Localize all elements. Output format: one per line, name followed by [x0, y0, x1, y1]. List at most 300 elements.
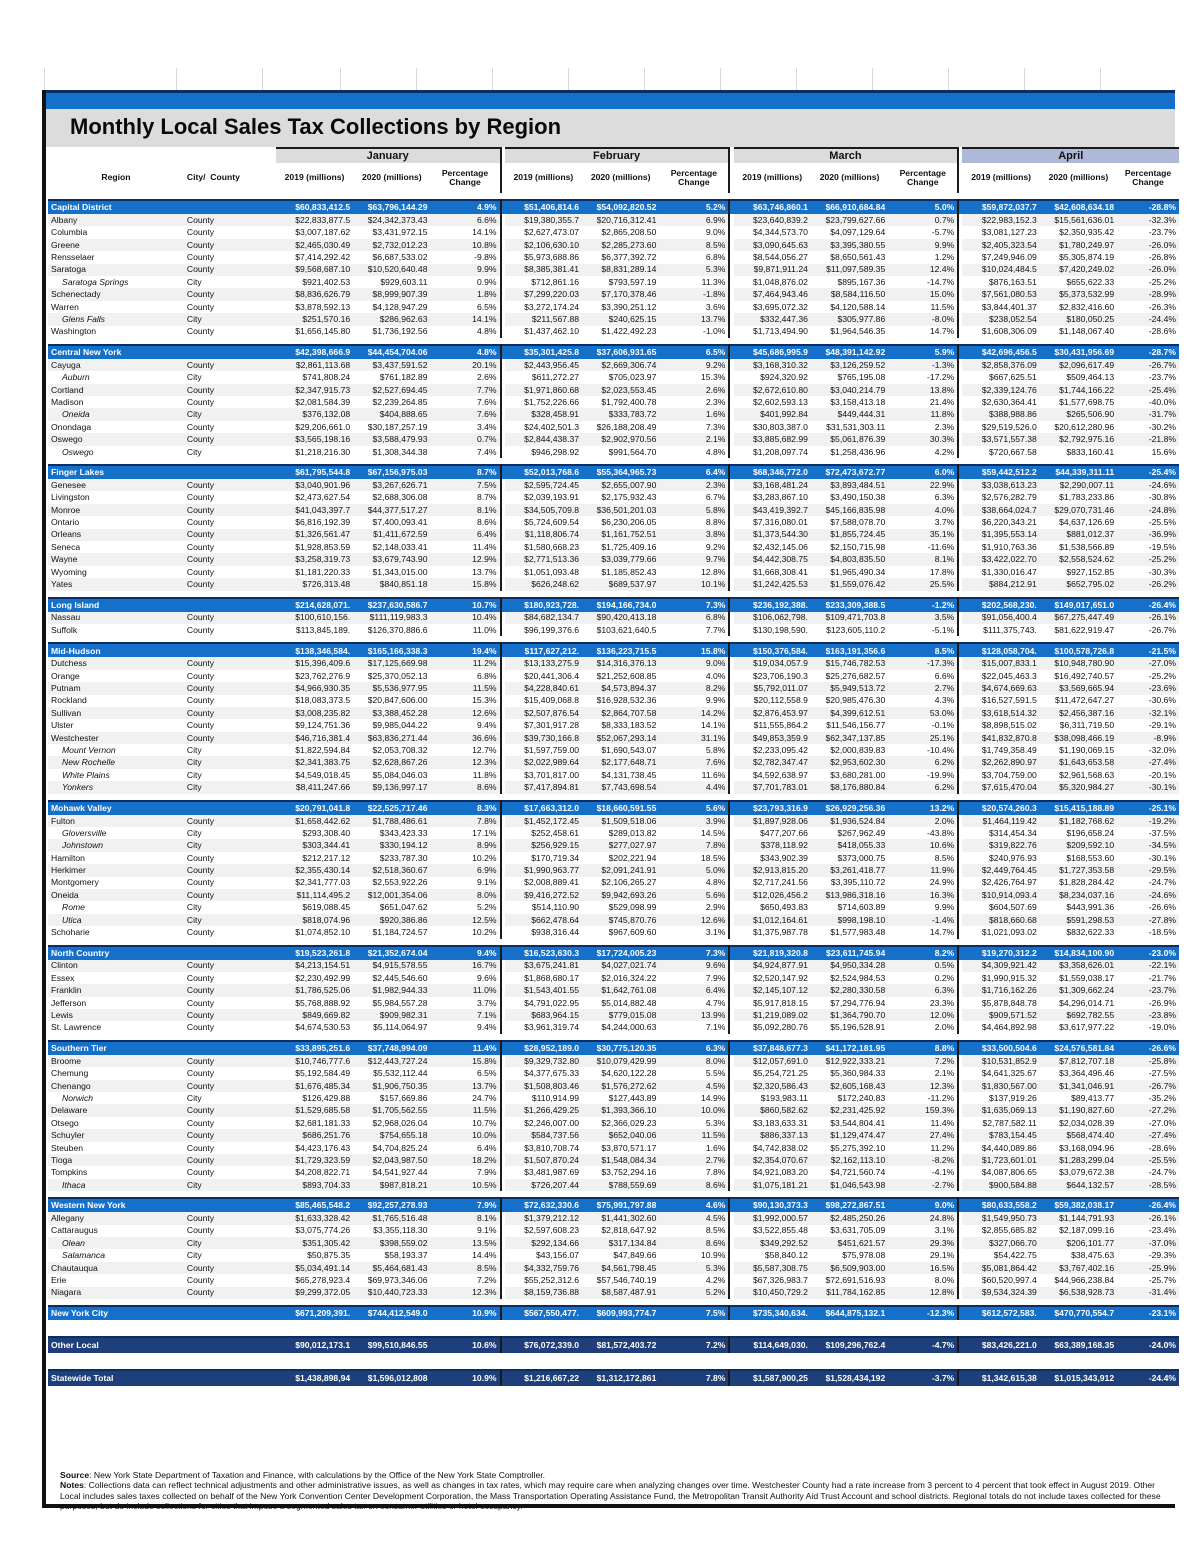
jan-2020-cell: $929,603.11 [353, 276, 430, 288]
mar-pct-cell: -5.1% [888, 624, 958, 636]
apr-2020-cell: $38,475.63 [1040, 1249, 1117, 1261]
jan-2019-cell: $303,344.41 [276, 839, 353, 851]
jan-2020-cell: $9,136,997.17 [353, 781, 430, 793]
apr-2020-cell: $3,358,626.01 [1040, 960, 1117, 972]
jan-2020-cell: $63,796,144.29 [353, 200, 430, 214]
apr-2019-cell: $59,872,037.7 [962, 200, 1039, 214]
feb-2019-cell: $1,379,212.12 [505, 1212, 582, 1224]
feb-pct-cell: 11.3% [659, 276, 729, 288]
mar-2020-cell: $5,061,876.39 [811, 433, 888, 445]
mar-2020-cell: $48,391,142.92 [811, 345, 888, 359]
feb-pct-cell: 6.8% [659, 612, 729, 624]
mar-2019-cell: $2,520,147.92 [734, 972, 811, 984]
mar-2020-cell: $72,473,672.77 [811, 465, 888, 479]
apr-2019-cell: $29,519,526.0 [962, 421, 1039, 433]
jan-pct-cell: 8.1% [430, 504, 500, 516]
jan-pct-cell: 11.0% [430, 624, 500, 636]
apr-pct-cell: -26.2% [1117, 578, 1179, 590]
jan-pct-cell: 7.4% [430, 446, 500, 458]
apr-2019-cell: $16,527,591.5 [962, 695, 1039, 707]
mar-2020-cell: $4,803,835.50 [811, 553, 888, 565]
row-type: County [184, 541, 276, 553]
jan-2019-cell: $100,610,156. [276, 612, 353, 624]
jan-2019-cell: $23,762,276.9 [276, 670, 353, 682]
jan-2020-cell: $4,704,825.24 [353, 1142, 430, 1154]
jan-pct-cell: 14.1% [430, 226, 500, 238]
apr-pct-cell: -30.1% [1117, 852, 1179, 864]
feb-pct-header: Percentage Change [659, 163, 729, 193]
mar-2020-cell: $3,544,804.41 [811, 1117, 888, 1129]
jan-2019-cell: $46,716,381.4 [276, 732, 353, 744]
mar-2020-cell: $895,167.36 [811, 276, 888, 288]
row-type: County [184, 612, 276, 624]
mar-2019-cell: $67,326,983.7 [734, 1274, 811, 1286]
mar-2020-cell: $3,126,259.52 [811, 359, 888, 371]
jan-2020-cell: $3,437,591.52 [353, 359, 430, 371]
jan-2019-cell: $1,928,853.59 [276, 541, 353, 553]
mar-pct-cell: 15.0% [888, 288, 958, 300]
apr-2019-cell: $3,844,401.37 [962, 301, 1039, 313]
apr-2019-cell: $1,021,093.02 [962, 926, 1039, 938]
mar-pct-cell: 23.3% [888, 997, 958, 1009]
mar-2019-cell: $1,375,987.78 [734, 926, 811, 938]
mar-2019-cell: $23,640,839.2 [734, 214, 811, 226]
feb-pct-cell: 6.9% [659, 214, 729, 226]
feb-2019-cell: $2,106,630.10 [505, 239, 582, 251]
apr-2019-cell: $1,549,950.73 [962, 1212, 1039, 1224]
jan-2020-cell: $5,084,046.03 [353, 769, 430, 781]
mar-2019-cell: $2,602,593.13 [734, 396, 811, 408]
jan-2020-cell: $286,962.63 [353, 313, 430, 325]
feb-pct-cell: 2.6% [659, 384, 729, 396]
apr-2020-cell: $1,643,653.58 [1040, 756, 1117, 768]
feb-2020-cell: $609,993,774.7 [582, 1306, 659, 1320]
mar-2019-cell: $193,983.11 [734, 1092, 811, 1104]
feb-2020-cell: $47,849.66 [582, 1249, 659, 1261]
feb-2020-cell: $1,422,492.23 [582, 326, 659, 338]
row-type: County [184, 695, 276, 707]
apr-pct-cell: -28.6% [1117, 1142, 1179, 1154]
jan-pct-cell: 10.8% [430, 239, 500, 251]
apr-2020-cell: $2,961,568.63 [1040, 769, 1117, 781]
feb-2019-cell: $1,580,668.23 [505, 541, 582, 553]
table-row [48, 396, 1179, 408]
jan-2020-cell: $69,973,346.06 [353, 1274, 430, 1286]
apr-2020-cell: $927,152.85 [1040, 566, 1117, 578]
jan-2019-cell: $33,895,251.6 [276, 1041, 353, 1055]
mar-2020-cell: $109,471,703.8 [811, 612, 888, 624]
jan-2020-cell: $5,464,681.43 [353, 1262, 430, 1274]
row-type: County [184, 1129, 276, 1141]
apr-pct-cell: -30.8% [1117, 491, 1179, 503]
feb-2019-cell: $43,156.07 [505, 1249, 582, 1261]
mar-pct-cell: -43.8% [888, 827, 958, 839]
jan-pct-cell: 6.9% [430, 864, 500, 876]
row-type: County [184, 1021, 276, 1033]
row-name: Suffolk [48, 624, 184, 636]
table-row [48, 1009, 1179, 1021]
table-row [48, 214, 1179, 226]
row-name: Cattaraugus [48, 1225, 184, 1237]
row-name: Oneida [48, 408, 184, 420]
apr-pct-cell: -26.0% [1117, 264, 1179, 276]
apr-2019-cell: $1,342,615,38 [962, 1370, 1039, 1386]
apr-pct-cell: -25.5% [1117, 1154, 1179, 1166]
row-type: County [184, 288, 276, 300]
jan-2020-cell: $8,999,907.39 [353, 288, 430, 300]
apr-2020-cell: $6,311,719.50 [1040, 719, 1117, 731]
mar-2019-cell: $3,522,855.48 [734, 1225, 811, 1237]
row-name: North Country [48, 946, 184, 960]
jan-pct-cell: 13.5% [430, 1237, 500, 1249]
apr-2019-cell: $3,081,127.23 [962, 226, 1039, 238]
mar-pct-cell: 29.1% [888, 1249, 958, 1261]
mar-2020-cell: $11,097,589.35 [811, 264, 888, 276]
jan-2019-cell: $113,845,189. [276, 624, 353, 636]
mar-2019-cell: $12,057,691.0 [734, 1055, 811, 1067]
jan-pct-cell: 12.3% [430, 756, 500, 768]
mar-2019-cell: $90,130,373.3 [734, 1198, 811, 1212]
apr-2020-cell: $29,070,731.46 [1040, 504, 1117, 516]
apr-pct-cell: -25.9% [1117, 1262, 1179, 1274]
mar-2019-cell: $3,695,072.32 [734, 301, 811, 313]
apr-2020-cell: $168,553.60 [1040, 852, 1117, 864]
row-name: Delaware [48, 1104, 184, 1116]
mar-2019-cell: $5,254,721.25 [734, 1067, 811, 1079]
mar-pct-cell: 6.0% [888, 465, 958, 479]
jan-2019-cell: $4,674,530.53 [276, 1021, 353, 1033]
row-name: Herkimer [48, 864, 184, 876]
row-name: Yates [48, 578, 184, 590]
row-type: County [184, 1142, 276, 1154]
apr-pct-cell: -34.5% [1117, 839, 1179, 851]
feb-2019-cell: $1,971,860.68 [505, 384, 582, 396]
feb-pct-cell: 3.1% [659, 926, 729, 938]
feb-2020-cell: $14,316,376.13 [582, 657, 659, 669]
table-row [48, 1080, 1179, 1092]
feb-pct-cell: 5.3% [659, 1117, 729, 1129]
apr-2019-cell: $667,625.51 [962, 371, 1039, 383]
apr-pct-cell: -8.9% [1117, 732, 1179, 744]
feb-pct-cell: 15.8% [659, 643, 729, 657]
mar-2019-cell: $43,419,392.7 [734, 504, 811, 516]
apr-2020-cell: $1,144,791.93 [1040, 1212, 1117, 1224]
feb-2020-cell: $2,655,007.90 [582, 479, 659, 491]
apr-pct-cell: -24.0% [1117, 1337, 1179, 1353]
region-total-row [48, 801, 1179, 815]
feb-2020-cell: $81,572,403.72 [582, 1337, 659, 1353]
mar-pct-cell: 6.6% [888, 670, 958, 682]
mar-pct-cell: -19.9% [888, 769, 958, 781]
mar-pct-cell: 2.0% [888, 1021, 958, 1033]
row-name: Jefferson [48, 997, 184, 1009]
jan-2020-cell: $5,536,977.95 [353, 682, 430, 694]
table-row [48, 864, 1179, 876]
apr-2019-cell: $20,574,260.3 [962, 801, 1039, 815]
row-name: Chautauqua [48, 1262, 184, 1274]
apr-2020-cell: $59,382,038.17 [1040, 1198, 1117, 1212]
table-row [48, 1274, 1179, 1286]
apr-2020-cell: $2,558,524.62 [1040, 553, 1117, 565]
jan-2019-cell: $1,218,216.30 [276, 446, 353, 458]
jan-2019-cell: $686,251.76 [276, 1129, 353, 1141]
jan-pct-cell: 8.7% [430, 491, 500, 503]
mar-pct-cell: -12.3% [888, 1306, 958, 1320]
month-header-row [48, 148, 1179, 163]
mar-pct-cell: -3.7% [888, 1370, 958, 1386]
apr-pct-cell: -23.7% [1117, 371, 1179, 383]
apr-2019-cell: $22,983,152.3 [962, 214, 1039, 226]
feb-2019-cell: $51,406,814.6 [505, 200, 582, 214]
row-type: County [184, 877, 276, 889]
feb-2020-cell: $1,725,409.16 [582, 541, 659, 553]
feb-pct-cell: 5.3% [659, 264, 729, 276]
mar-2020-cell: $1,936,524.84 [811, 815, 888, 827]
jan-2019-cell: $726,313.48 [276, 578, 353, 590]
jan-pct-cell: 1.8% [430, 288, 500, 300]
feb-pct-cell: 5.3% [659, 1262, 729, 1274]
mar-2019-cell: $1,668,308.41 [734, 566, 811, 578]
row-name: Otsego [48, 1117, 184, 1129]
row-type: County [184, 1166, 276, 1178]
table-row [48, 815, 1179, 827]
mar-2020-cell: $373,000.75 [811, 852, 888, 864]
feb-2020-cell: $57,546,740.19 [582, 1274, 659, 1286]
feb-2020-cell: $7,743,698.54 [582, 781, 659, 793]
mar-pct-cell: 9.9% [888, 239, 958, 251]
apr-pct-cell: -25.5% [1117, 516, 1179, 528]
feb-2019-cell: $1,990,963.77 [505, 864, 582, 876]
jan-2020-cell: $1,411,672.59 [353, 529, 430, 541]
apr-pct-cell: -32.3% [1117, 214, 1179, 226]
jan-2019-cell: $3,007,187.62 [276, 226, 353, 238]
jan-2019-cell: $671,209,391. [276, 1306, 353, 1320]
mar-pct-cell: -1.4% [888, 914, 958, 926]
feb-2019-cell: $17,663,312.0 [505, 801, 582, 815]
jan-2020-cell: $2,628,867.26 [353, 756, 430, 768]
row-name: Utica [48, 914, 184, 926]
region-total-row [48, 200, 1179, 214]
apr-2019-cell: $314,454.34 [962, 827, 1039, 839]
mar-2020-cell: $3,490,150.38 [811, 491, 888, 503]
row-name: Clinton [48, 960, 184, 972]
apr-2019-header: 2019 (millions) [962, 163, 1039, 193]
jan-pct-cell: 0.9% [430, 276, 500, 288]
mar-2019-cell: $7,464,943.46 [734, 288, 811, 300]
feb-pct-cell: 7.3% [659, 421, 729, 433]
apr-pct-cell: -27.5% [1117, 1067, 1179, 1079]
row-type: County [184, 479, 276, 491]
mar-2019-cell: $63,746,860.1 [734, 200, 811, 214]
mar-pct-cell: -2.7% [888, 1179, 958, 1191]
mar-2019-cell: $58,840.12 [734, 1249, 811, 1261]
mar-pct-cell: 8.5% [888, 852, 958, 864]
apr-2020-cell: $3,079,672.38 [1040, 1166, 1117, 1178]
jan-2019-cell: $126,429.88 [276, 1092, 353, 1104]
apr-pct-cell: -26.8% [1117, 251, 1179, 263]
mar-2019-cell: $735,340,634. [734, 1306, 811, 1320]
row-name: Seneca [48, 541, 184, 553]
row-name: Montgomery [48, 877, 184, 889]
feb-pct-cell: 9.2% [659, 541, 729, 553]
mar-2020-cell: $109,296,762.4 [811, 1337, 888, 1353]
apr-2019-cell: $7,615,470.04 [962, 781, 1039, 793]
row-type: City [184, 1179, 276, 1191]
apr-2019-cell: $4,440,089.86 [962, 1142, 1039, 1154]
row-name: Long Island [48, 598, 184, 612]
row-name: Steuben [48, 1142, 184, 1154]
jan-2020-cell: $25,370,052.13 [353, 670, 430, 682]
mar-pct-cell: 5.0% [888, 200, 958, 214]
row-type: County [184, 239, 276, 251]
feb-2019-cell: $34,505,709.8 [505, 504, 582, 516]
jan-pct-cell: 9.9% [430, 264, 500, 276]
apr-2019-cell: $2,855,685.82 [962, 1225, 1039, 1237]
table-row [48, 744, 1179, 756]
row-name: Rensselaer [48, 251, 184, 263]
mar-2019-cell: $3,168,481.24 [734, 479, 811, 491]
apr-2020-cell: $1,309,662.24 [1040, 984, 1117, 996]
table-row [48, 226, 1179, 238]
jan-2020-cell: $3,431,972.15 [353, 226, 430, 238]
jan-2019-cell: $8,411,247.66 [276, 781, 353, 793]
jan-pct-cell: 12.5% [430, 914, 500, 926]
jan-pct-cell: 12.9% [430, 553, 500, 565]
feb-pct-cell: 3.8% [659, 529, 729, 541]
jan-2020-cell: $10,520,640.48 [353, 264, 430, 276]
row-name: Oneida [48, 889, 184, 901]
jan-2019-cell: $351,305.42 [276, 1237, 353, 1249]
row-name: Allegany [48, 1212, 184, 1224]
jan-2019-cell: $9,299,372.05 [276, 1287, 353, 1299]
jan-pct-cell: 12.7% [430, 744, 500, 756]
row-type: County [184, 553, 276, 565]
mar-pct-cell: 159.3% [888, 1104, 958, 1116]
mar-pct-cell: 27.4% [888, 1129, 958, 1141]
apr-pct-cell: -23.1% [1117, 1306, 1179, 1320]
row-name: Wayne [48, 553, 184, 565]
table-row [48, 326, 1179, 338]
table-row [48, 1237, 1179, 1249]
row-name: Yonkers [48, 781, 184, 793]
row-name: Onondaga [48, 421, 184, 433]
row-type [184, 598, 276, 612]
apr-2019-cell: $1,830,567.00 [962, 1080, 1039, 1092]
jan-2020-cell: $398,559.02 [353, 1237, 430, 1249]
row-type: County [184, 396, 276, 408]
mar-2020-cell: $3,631,705.09 [811, 1225, 888, 1237]
row-name: Tompkins [48, 1166, 184, 1178]
feb-pct-cell: 4.7% [659, 997, 729, 1009]
jan-2020-cell: $404,888.65 [353, 408, 430, 420]
mar-pct-cell: 6.2% [888, 756, 958, 768]
row-type [184, 1306, 276, 1320]
mar-pct-cell: -17.3% [888, 657, 958, 669]
apr-2019-cell: $42,696,456.5 [962, 345, 1039, 359]
table-row [48, 1117, 1179, 1129]
apr-2020-header: 2020 (millions) [1040, 163, 1117, 193]
row-type: County [184, 504, 276, 516]
mar-2020-cell: $2,150,715.98 [811, 541, 888, 553]
jan-2020-cell: $3,588,479.93 [353, 433, 430, 445]
mar-2020-cell: $2,605,168.43 [811, 1080, 888, 1092]
mar-pct-cell: 9.0% [888, 1198, 958, 1212]
feb-pct-cell: 3.6% [659, 301, 729, 313]
jan-2020-cell: $1,906,750.35 [353, 1080, 430, 1092]
apr-2019-cell: $10,914,093.4 [962, 889, 1039, 901]
apr-2020-cell: $81,622,919.47 [1040, 624, 1117, 636]
jan-pct-cell: 10.2% [430, 926, 500, 938]
feb-2019-cell: $2,597,608.23 [505, 1225, 582, 1237]
row-type: County [184, 864, 276, 876]
feb-pct-cell: 2.3% [659, 396, 729, 408]
table-body [48, 200, 1179, 1386]
jan-pct-cell: 9.4% [430, 1021, 500, 1033]
table-row [48, 1212, 1179, 1224]
apr-2020-cell: $1,780,249.97 [1040, 239, 1117, 251]
mar-pct-cell: 25.5% [888, 578, 958, 590]
feb-pct-cell: 12.6% [659, 914, 729, 926]
apr-2020-cell: $1,577,698.75 [1040, 396, 1117, 408]
mar-2019-cell: $3,183,633.31 [734, 1117, 811, 1129]
table-row [48, 852, 1179, 864]
apr-2020-cell: $206,101.77 [1040, 1237, 1117, 1249]
apr-2019-cell: $3,704,759.00 [962, 769, 1039, 781]
apr-pct-cell: -32.1% [1117, 707, 1179, 719]
feb-pct-cell: 9.0% [659, 226, 729, 238]
jan-pct-cell: 6.6% [430, 214, 500, 226]
jan-pct-cell: 14.4% [430, 1249, 500, 1261]
row-type [184, 1370, 276, 1386]
mar-2019-cell: $4,442,308.75 [734, 553, 811, 565]
feb-pct-cell: 4.8% [659, 877, 729, 889]
jan-2020-cell: $12,443,727.24 [353, 1055, 430, 1067]
mar-2020-cell: $1,046,543.98 [811, 1179, 888, 1191]
mar-2020-cell: $4,399,612.51 [811, 707, 888, 719]
jan-pct-cell: 8.9% [430, 839, 500, 851]
apr-pct-cell: -30.3% [1117, 566, 1179, 578]
feb-pct-cell: 4.5% [659, 1080, 729, 1092]
apr-2019-cell: $4,464,892.98 [962, 1021, 1039, 1033]
mar-pct-cell: 5.9% [888, 345, 958, 359]
mar-2020-cell: $5,196,528.91 [811, 1021, 888, 1033]
table-row [48, 1154, 1179, 1166]
feb-2020-cell: $1,161,752.51 [582, 529, 659, 541]
mar-2019-cell: $1,012,164.61 [734, 914, 811, 926]
feb-2020-cell: $21,252,608.85 [582, 670, 659, 682]
row-name: Other Local [48, 1337, 184, 1353]
jan-2019-cell: $3,008,235.82 [276, 707, 353, 719]
feb-pct-cell: 7.3% [659, 598, 729, 612]
apr-2019-cell: $7,249,946.09 [962, 251, 1039, 263]
mar-2020-cell: $8,650,561.43 [811, 251, 888, 263]
jan-2019-cell: $212,217.12 [276, 852, 353, 864]
jan-pct-cell: 13.7% [430, 566, 500, 578]
jan-pct-cell: 10.7% [430, 598, 500, 612]
feb-2019-cell: $7,301,917.28 [505, 719, 582, 731]
apr-2019-cell: $388,988.86 [962, 408, 1039, 420]
row-type: County [184, 1274, 276, 1286]
row-type: City [184, 769, 276, 781]
apr-pct-cell: -23.4% [1117, 1225, 1179, 1237]
apr-2020-cell: $1,190,827.60 [1040, 1104, 1117, 1116]
mar-2019-cell: $1,992,000.57 [734, 1212, 811, 1224]
mar-2019-cell: $10,450,729.2 [734, 1287, 811, 1299]
apr-2020-cell: $1,283,299.04 [1040, 1154, 1117, 1166]
jan-pct-cell: 10.9% [430, 1370, 500, 1386]
row-name: Livingston [48, 491, 184, 503]
apr-2019-cell: $783,154.45 [962, 1129, 1039, 1141]
